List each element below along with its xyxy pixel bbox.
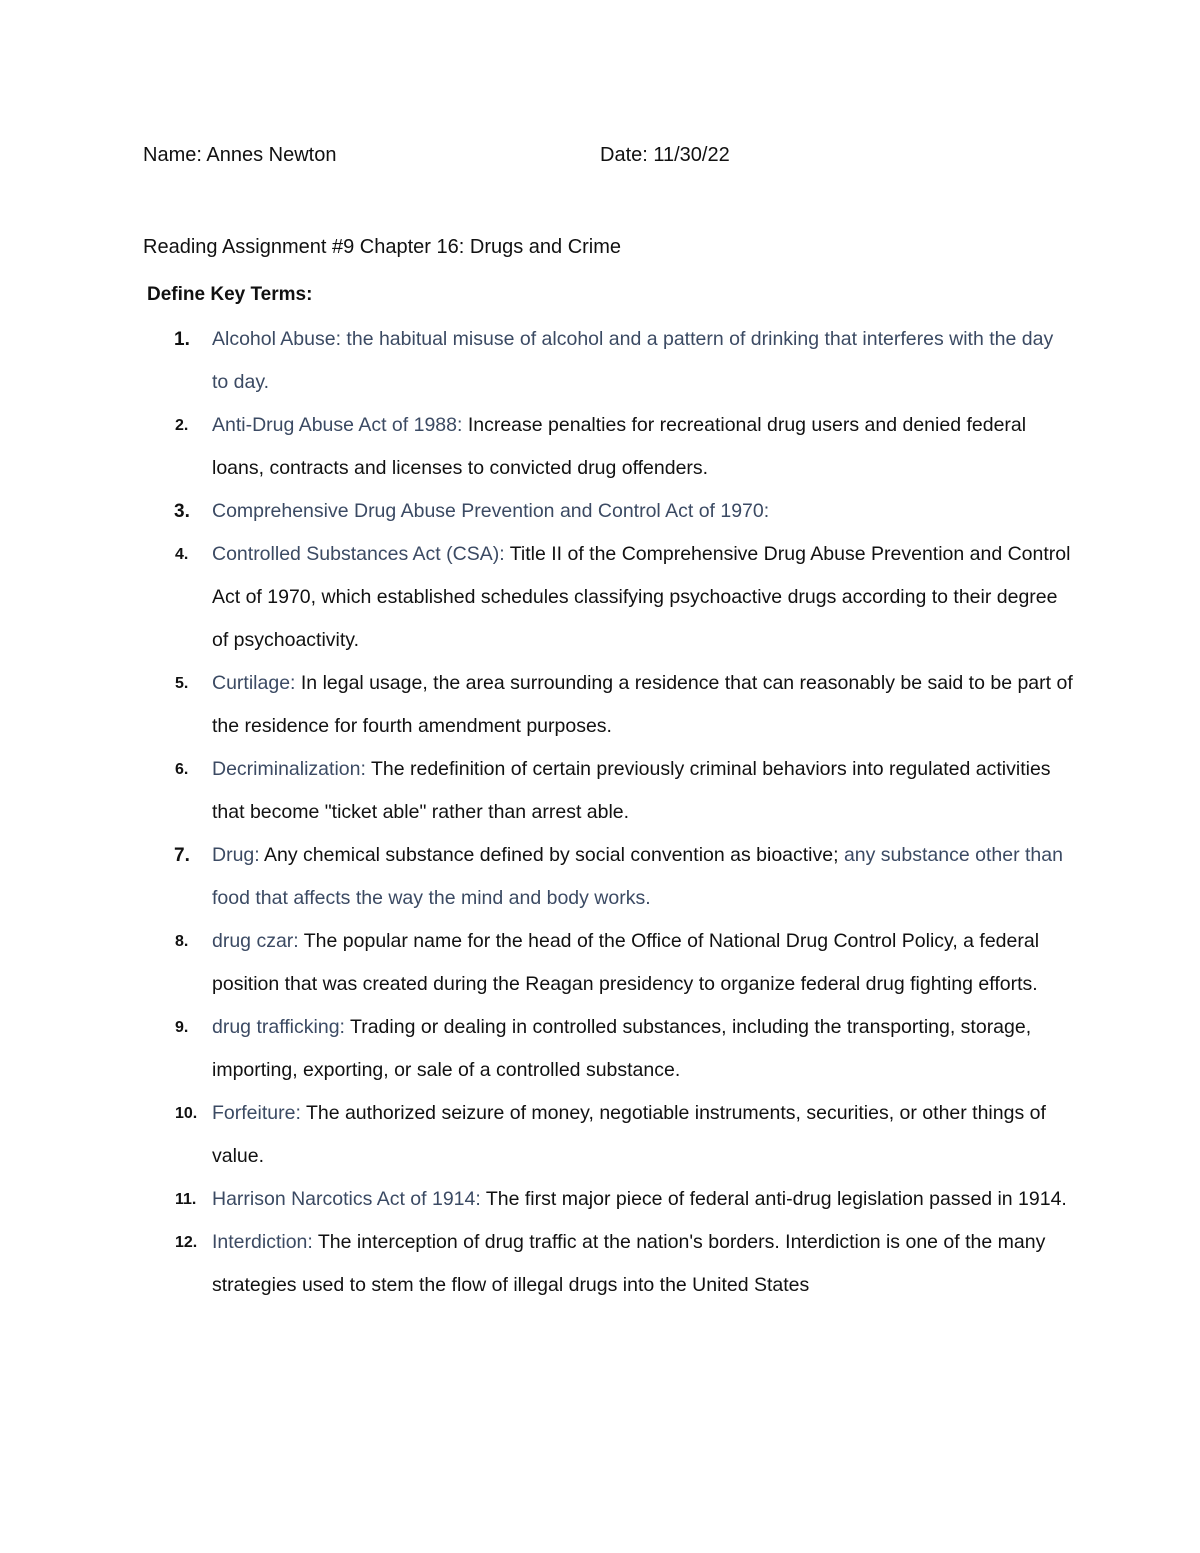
list-item — [143, 834, 1073, 920]
item-number: 11. — [175, 1191, 197, 1208]
term-definition: The interception of drug traffic at the nation's borders. Interdiction is one of the many strategies used to stem the flow of illegal drugs into the United States — [212, 1231, 1046, 1296]
item-number: 8. — [175, 933, 189, 950]
item-number: 6. — [175, 761, 189, 778]
term-definition: The popular name for the head of the Office of National Drug Control Policy, a federal position that was created during the Reagan presidency to organize federal drug fighting efforts. — [212, 930, 1040, 995]
term-name: Comprehensive Drug Abuse Prevention and Control Act of 1970: — [212, 500, 770, 522]
term-definition: The first major piece of federal anti-drug legislation passed in 1914. — [480, 1188, 1067, 1210]
term-name: drug czar: — [212, 930, 299, 952]
term-name: Harrison Narcotics Act of 1914: — [212, 1188, 481, 1210]
item-number: 10. — [175, 1105, 198, 1122]
section-heading: Define Key Terms: — [147, 284, 313, 305]
term-definition: The redefinition of certain previously criminal behaviors into regulated activities that become "ticket able" rather than arrest able. — [212, 758, 1051, 823]
term-definition-continued: any substance other than food that affects the way the mind and body works. — [212, 844, 1063, 909]
list-item — [143, 1178, 1073, 1221]
list-item — [143, 662, 1073, 748]
term-definition: the habitual misuse of alcohol and a pattern of drinking that interferes with the day to day. — [212, 328, 1054, 393]
term-definition: Title II of the Comprehensive Drug Abuse Prevention and Control Act of 1970, which established schedules classifying psychoactive drugs according to their degree of psychoactivity. — [212, 543, 1071, 651]
list-item — [143, 748, 1073, 834]
list-item — [143, 490, 1073, 533]
term-name: Alcohol Abuse: — [212, 328, 342, 350]
item-number: 5. — [175, 675, 189, 692]
term-name: Forfeiture: — [212, 1102, 301, 1124]
assignment-date: Date: 11/30/22 — [600, 144, 730, 166]
item-number: 1. — [174, 329, 190, 350]
key-terms-list — [143, 318, 1073, 1307]
list-item — [143, 404, 1073, 490]
student-name: Name: Annes Newton — [143, 144, 337, 166]
term-definition: Trading or dealing in controlled substances, including the transporting, storage, importing, exporting, or sale of a controlled substance. — [212, 1016, 1032, 1081]
term-name: Anti-Drug Abuse Act of 1988: — [212, 414, 463, 436]
term-name: Decriminalization: — [212, 758, 366, 780]
list-item — [143, 920, 1073, 1006]
term-definition: The authorized seizure of money, negotiable instruments, securities, or other things of value. — [212, 1102, 1046, 1167]
term-definition: Increase penalties for recreational drug users and denied federal loans, contracts and licenses to convicted drug offenders. — [212, 414, 1027, 479]
list-item — [143, 1092, 1073, 1178]
list-item — [143, 1221, 1073, 1307]
item-number: 9. — [175, 1019, 189, 1036]
list-item — [143, 318, 1073, 404]
item-number: 7. — [174, 845, 190, 866]
term-definition: In legal usage, the area surrounding a residence that can reasonably be said to be part of the residence for fourth amendment purposes. — [212, 672, 1073, 737]
term-name: Curtilage: — [212, 672, 296, 694]
term-name: Drug: — [212, 844, 260, 866]
term-name: Controlled Substances Act (CSA): — [212, 543, 505, 565]
list-item — [143, 533, 1073, 662]
term-name: Interdiction: — [212, 1231, 313, 1253]
assignment-title: Reading Assignment #9 Chapter 16: Drugs and Crime — [143, 236, 622, 258]
item-number: 2. — [175, 417, 189, 434]
item-number: 12. — [175, 1234, 198, 1251]
term-name: drug trafficking: — [212, 1016, 345, 1038]
item-number: 3. — [174, 501, 190, 522]
list-item — [143, 1006, 1073, 1092]
term-definition: Any chemical substance defined by social convention as bioactive; — [259, 844, 839, 866]
item-number: 4. — [175, 546, 189, 563]
